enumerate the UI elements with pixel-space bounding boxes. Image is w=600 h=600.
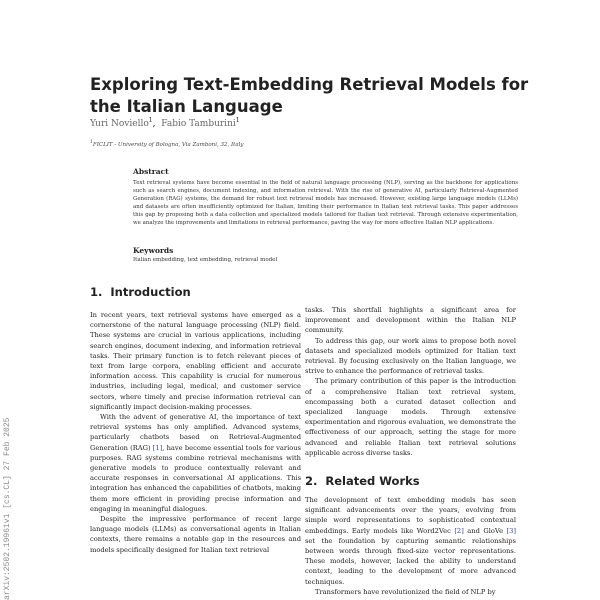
paragraph-continued: tasks. This shortfall highlights a significant area for improvement and development within the Italian NLP community. [305,306,516,335]
section-heading-related-works [305,474,420,488]
section-heading-introduction [90,285,191,299]
paragraph: In recent years, text retrieval systems have emerged as a cornerstone of the natural language processing (NLP) field. These systems are crucial in various applications, including search engines, document indexing, and information retrieval tasks. Their primary function is to fetch relevant pieces of text from large corpora, enabling efficient and accurate information access. This capability is crucial for numerous industries, including legal, medical, and customer service sectors, where timely and precise information retrieval can significantly impact decision-making processes. [90,311,301,411]
section-number: 1. [90,285,103,299]
arxiv-identifier: arXiv:2502.19961v1 [cs.CL] 27 Feb 2025 [3,417,12,600]
author-name[interactable]: Fabio Tamburini [161,119,236,129]
abstract-heading: Abstract [133,167,169,176]
author-affiliation-marker: 1 [148,117,153,124]
citation-link[interactable]: [2] [454,526,464,535]
affiliation-text: FICLIT - University of Bologna, Via Zamboni, 32, Italy [92,142,244,148]
author-name[interactable]: Yuri Noviello [90,119,149,129]
author-affiliation-marker: 1 [235,117,240,124]
paragraph-text: , have become essential tools for various purposes. RAG systems combine retrieval mechanisms with generative models to produce contextually relevant and accurate responses in conversational AI applications. This integration has enhanced the capabilities of chatbots, making them more efficient in providing precise information and engaging in meaningful dialogues. [90,443,301,513]
citation-link[interactable]: [1] [152,443,163,452]
author-separator: , [152,119,156,129]
keywords-text: Italian embedding, text embedding, retrieval model [133,257,278,263]
paper-title: Exploring Text-Embedding Retrieval Models for the Italian Language [90,75,529,116]
paragraph-text: set the foundation by capturing semantic relationships between words through fixed-size vector representations. These models, however, lacked the ability to understand context, leading to the development of more advanced techniques. [305,536,516,586]
paragraph-text: and GloVe [463,526,507,535]
paragraph: The primary contribution of this paper is the introduction of a comprehensive Italian text retrieval system, encompassing both a curated dataset collection and specialized language models. Through extensive experimentation and rigorous evaluation, we demonstrate the effectiveness of our approach, setting the stage for more advanced and reliable Italian text retrieval solutions applicable across diverse tasks. [305,377,516,457]
citation-link[interactable]: [3] [506,526,516,535]
left-column [90,310,301,595]
paragraph: Transformers have revolutionized the field of NLP by [315,587,496,596]
paragraph-text: With the advent of generative AI, the importance of text retrieval systems has only amplified. Advanced systems, particularly chatbots based on Retrieval-Augmented Generation (RAG) [90,413,301,452]
paragraph: Despite the impressive performance of recent large language models (LLMs) as conversational agents in Italian contexts, there remains a notable gap in the resources and models specifically designed for Italian text retrieval [90,515,301,554]
affiliation-marker: 1 [90,140,93,146]
abstract-text: Text retrieval systems have become essential in the field of natural language processing (NLP), serving as the backbone for applications such as search engines, document indexing, and information retrieval. With the rise of generative AI, particularly Retrieval-Augmented Generation (RAG) systems, the demand for robust text retrieval models has increased. However, existing large language models (LLMs) and datasets are often insufficiently optimized for Italian, limiting their performance in Italian text retrieval tasks. This paper addresses this gap by proposing both a data collection and specialized models tailored for Italian text retrieval. Through extensive experimentation, we analyze the improvements and limitations in retrieval performance, paving the way for more effective Italian NLP applications. [133,180,518,226]
paragraph [90,412,301,514]
section-title: Related Works [325,474,420,488]
keywords-heading: Keywords [133,246,174,255]
affiliation [90,142,243,148]
section-title: Introduction [110,285,191,299]
paragraph: To address this gap, our work aims to propose both novel datasets and specialized models optimized for Italian text retrieval. By focusing exclusively on the Italian language, we strive to enhance the performance of retrieval tasks. [305,336,516,376]
right-column-top [305,305,516,458]
paragraph [305,495,516,587]
paragraph-text: The development of text embedding models has seen significant advancements over the years, evolving from simple word representations to sophisticated contextual embeddings. Early models like Word2Vec [305,496,516,535]
section-number: 2. [305,474,318,488]
author-list [90,119,240,129]
right-column-bottom [305,495,516,600]
